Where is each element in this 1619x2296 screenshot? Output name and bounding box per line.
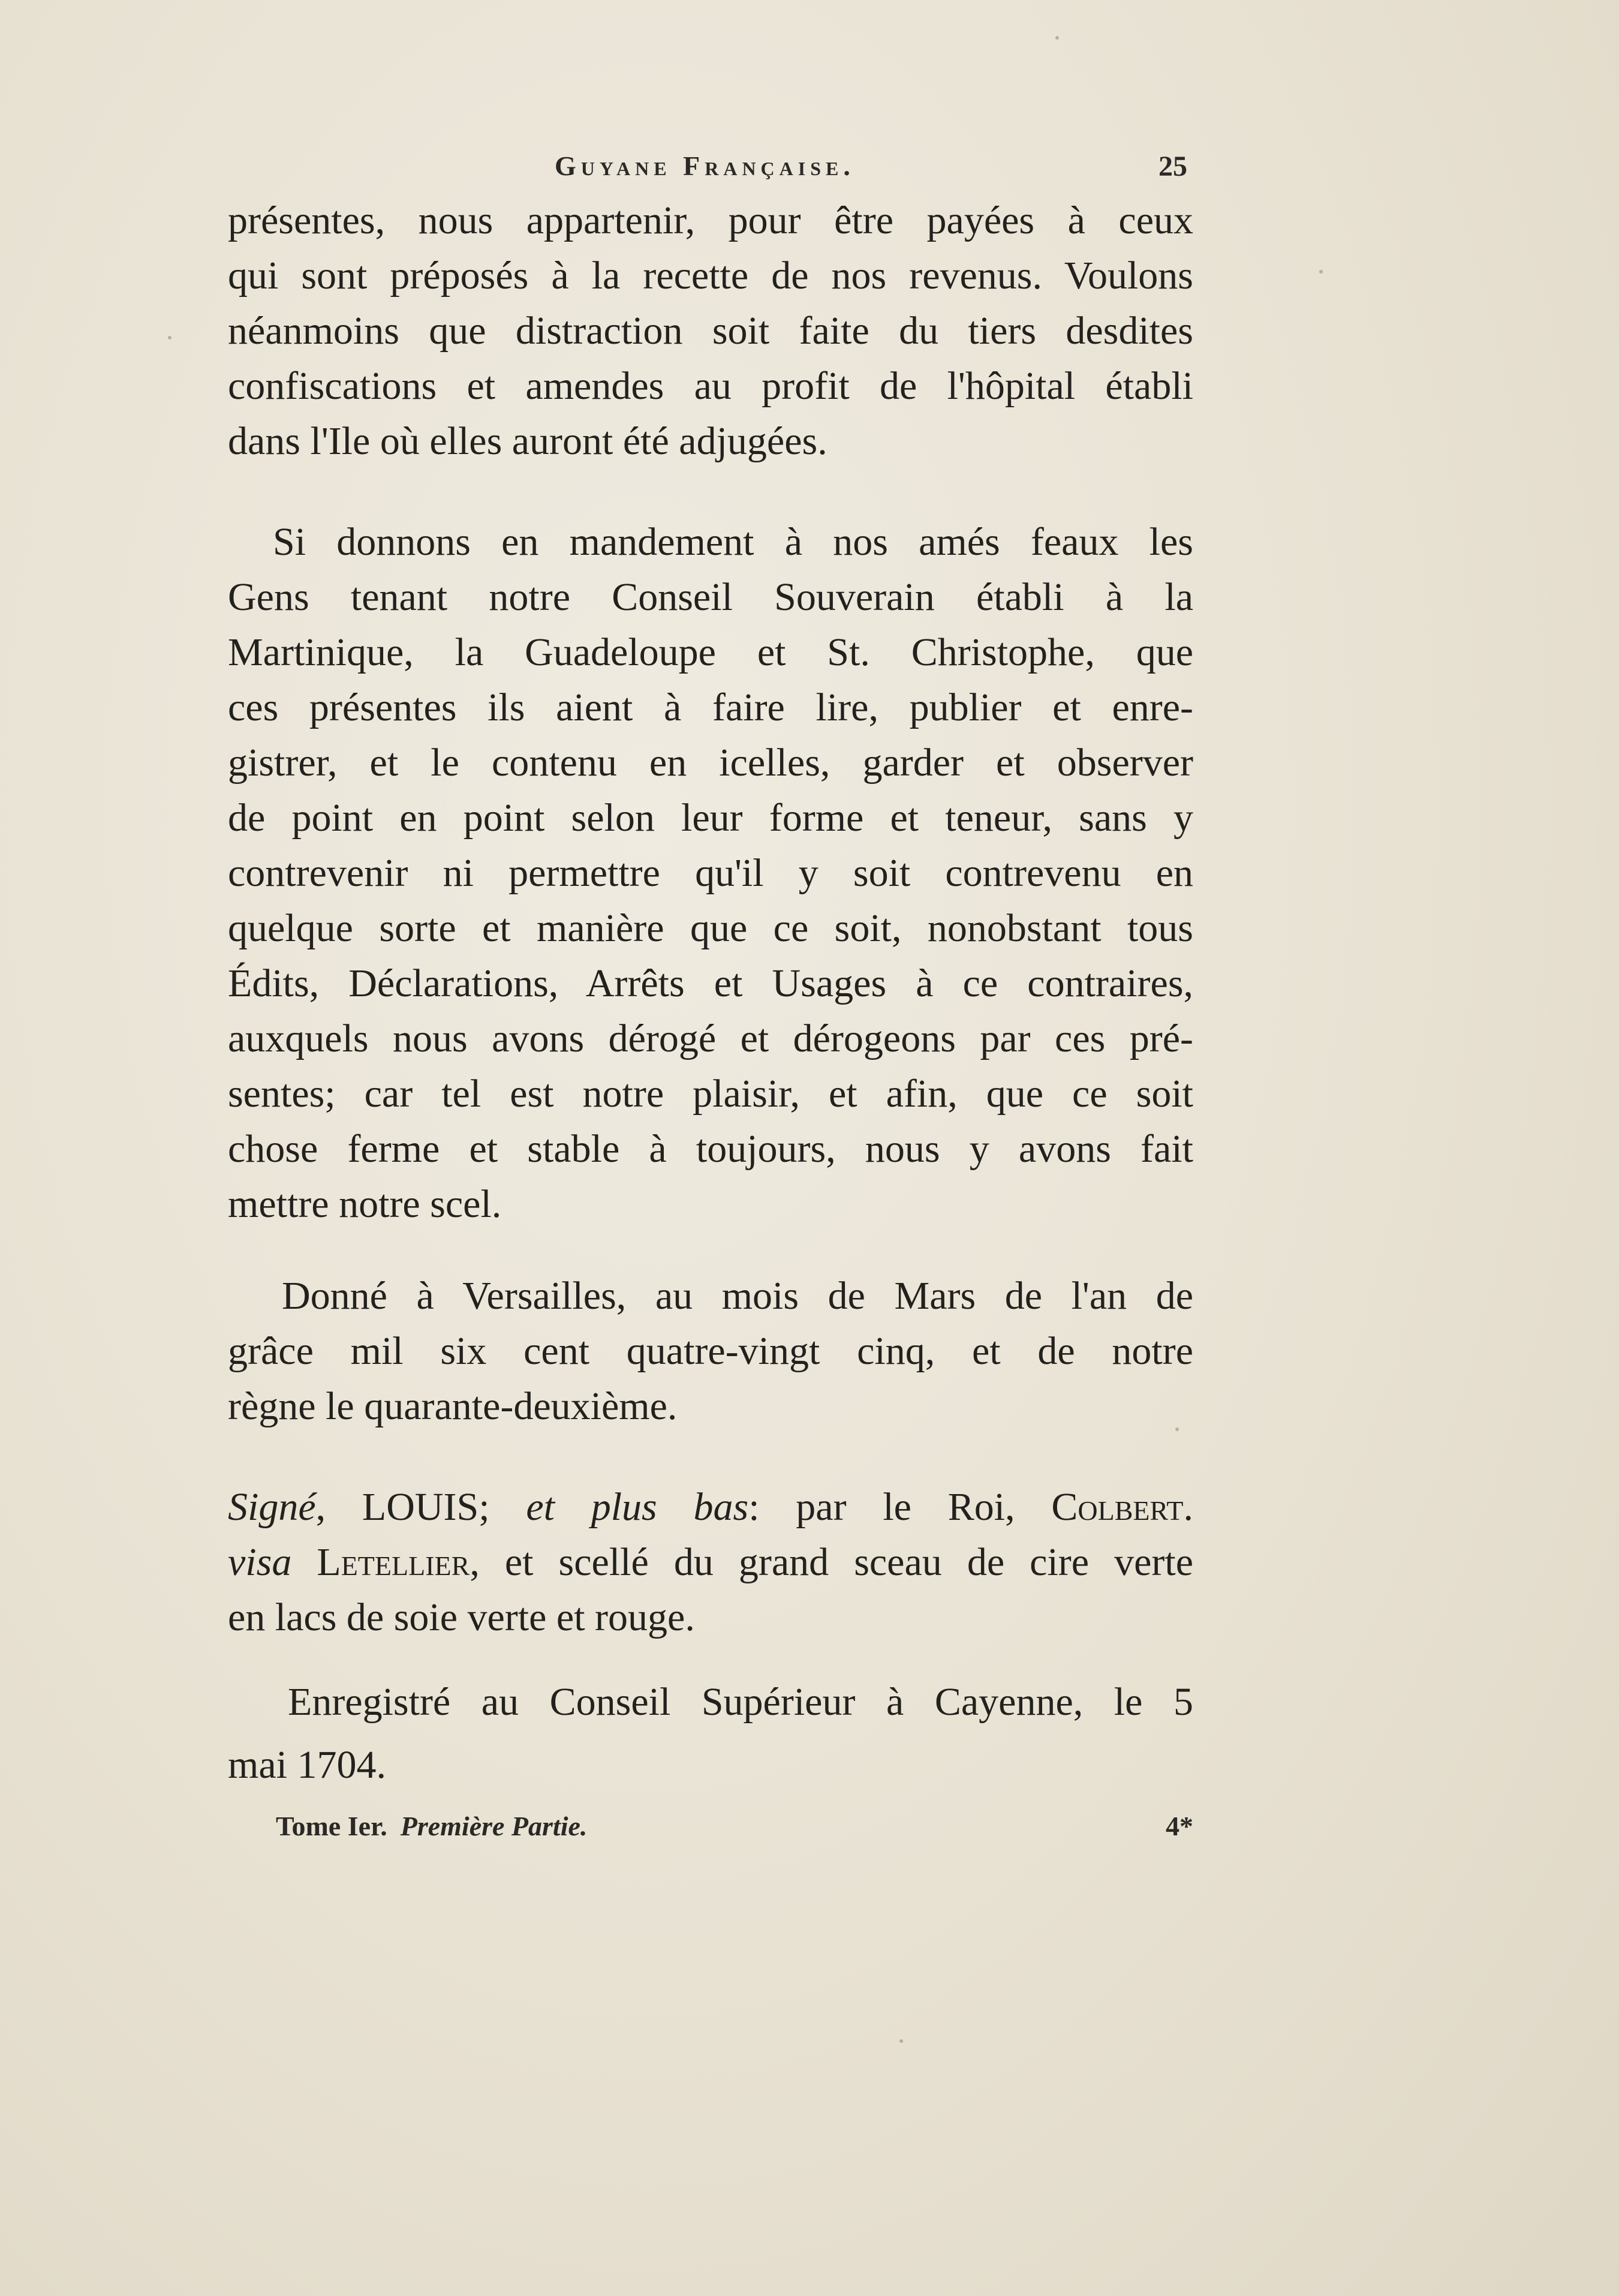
text-line: sentes; car tel est notre plaisir, et afin, que ce soit: [228, 1072, 1193, 1116]
paragraph-signature: [228, 1480, 1193, 1645]
volume-label: [276, 1810, 587, 1842]
text-line: Martinique, la Guadeloupe et St. Christophe, que: [228, 630, 1193, 674]
text-line: règne le quarante-deuxième.: [228, 1384, 678, 1428]
text-line: de point en point selon leur forme et teneur, sans y: [228, 796, 1193, 840]
colbert-name: Colbert.: [1051, 1485, 1193, 1529]
text-line: mettre notre scel.: [228, 1182, 502, 1226]
page-header: [228, 144, 1187, 186]
text-line: chose ferme et stable à toujours, nous y avons fait: [228, 1127, 1193, 1171]
text-line: grâce mil six cent quatre-vingt cinq, et de notre: [228, 1329, 1193, 1373]
text-line: gistrer, et le contenu en icelles, garder et observer: [228, 741, 1193, 785]
visa-word: visa: [228, 1540, 292, 1584]
paragraph-registration: [228, 1670, 1193, 1796]
par-le-roi: : par le Roi,: [748, 1485, 1052, 1529]
text-line: mai 1704.: [228, 1743, 386, 1787]
text-line: Donné à Versailles, au mois de Mars de l'an de: [282, 1274, 1193, 1318]
paragraph-1: [228, 193, 1193, 469]
text-line: [228, 1480, 1193, 1535]
text-line: Gens tenant notre Conseil Souverain établi à la: [228, 575, 1193, 619]
text-line: en lacs de soie verte et rouge.: [228, 1595, 695, 1639]
paper-speck: [1319, 270, 1323, 274]
text-line: dans l'Ile où elles auront été adjugées.: [228, 419, 827, 463]
partie-label: Première Partie.: [400, 1811, 588, 1841]
text-line: confiscations et amendes au profit de l'hôpital établi: [228, 364, 1193, 408]
paper-speck: [1175, 1428, 1179, 1431]
paragraph-2: [228, 515, 1193, 1232]
paper-speck: [899, 2039, 903, 2043]
louis-text: , LOUIS;: [315, 1485, 526, 1529]
signe-word: Signé: [228, 1485, 316, 1529]
text-line: Si donnons en mandement à nos amés feaux les: [273, 520, 1193, 564]
letellier-name: Letellier: [317, 1540, 470, 1584]
tome-label: Tome Ier.: [276, 1811, 387, 1841]
paragraph-3: [228, 1269, 1193, 1434]
text-line: Édits, Déclarations, Arrêts et Usages à ce contraires,: [228, 961, 1193, 1005]
text-line: ces présentes ils aient à faire lire, publier et enre-: [228, 686, 1193, 729]
text-line: [228, 1535, 1193, 1590]
text-line: auxquels nous avons dérogé et dérogeons par ces pré-: [228, 1017, 1193, 1060]
paper-speck: [1055, 36, 1059, 40]
et-plus-bas: et plus bas: [526, 1485, 749, 1529]
page-footer: [276, 1810, 1193, 1852]
text-line: qui sont préposés à la recette de nos revenus. Voulons: [228, 254, 1193, 297]
text-line: présentes, nous appartenir, pour être payées à ceux: [228, 199, 1193, 242]
page-number: 25: [1158, 151, 1187, 182]
signature-mark: 4*: [1166, 1811, 1193, 1841]
text-line: quelque sorte et manière que ce soit, nonobstant tous: [228, 906, 1193, 950]
text-line: Enregistré au Conseil Supérieur à Cayenne, le 5: [288, 1680, 1193, 1724]
running-title: Guyane Française.: [555, 151, 855, 181]
scelle-text: , et scellé du grand sceau de cire verte: [470, 1540, 1194, 1584]
paper-speck: [168, 336, 171, 339]
text-line: contrevenir ni permettre qu'il y soit contrevenu en: [228, 851, 1193, 895]
text-line: néanmoins que distraction soit faite du tiers desdites: [228, 309, 1193, 353]
